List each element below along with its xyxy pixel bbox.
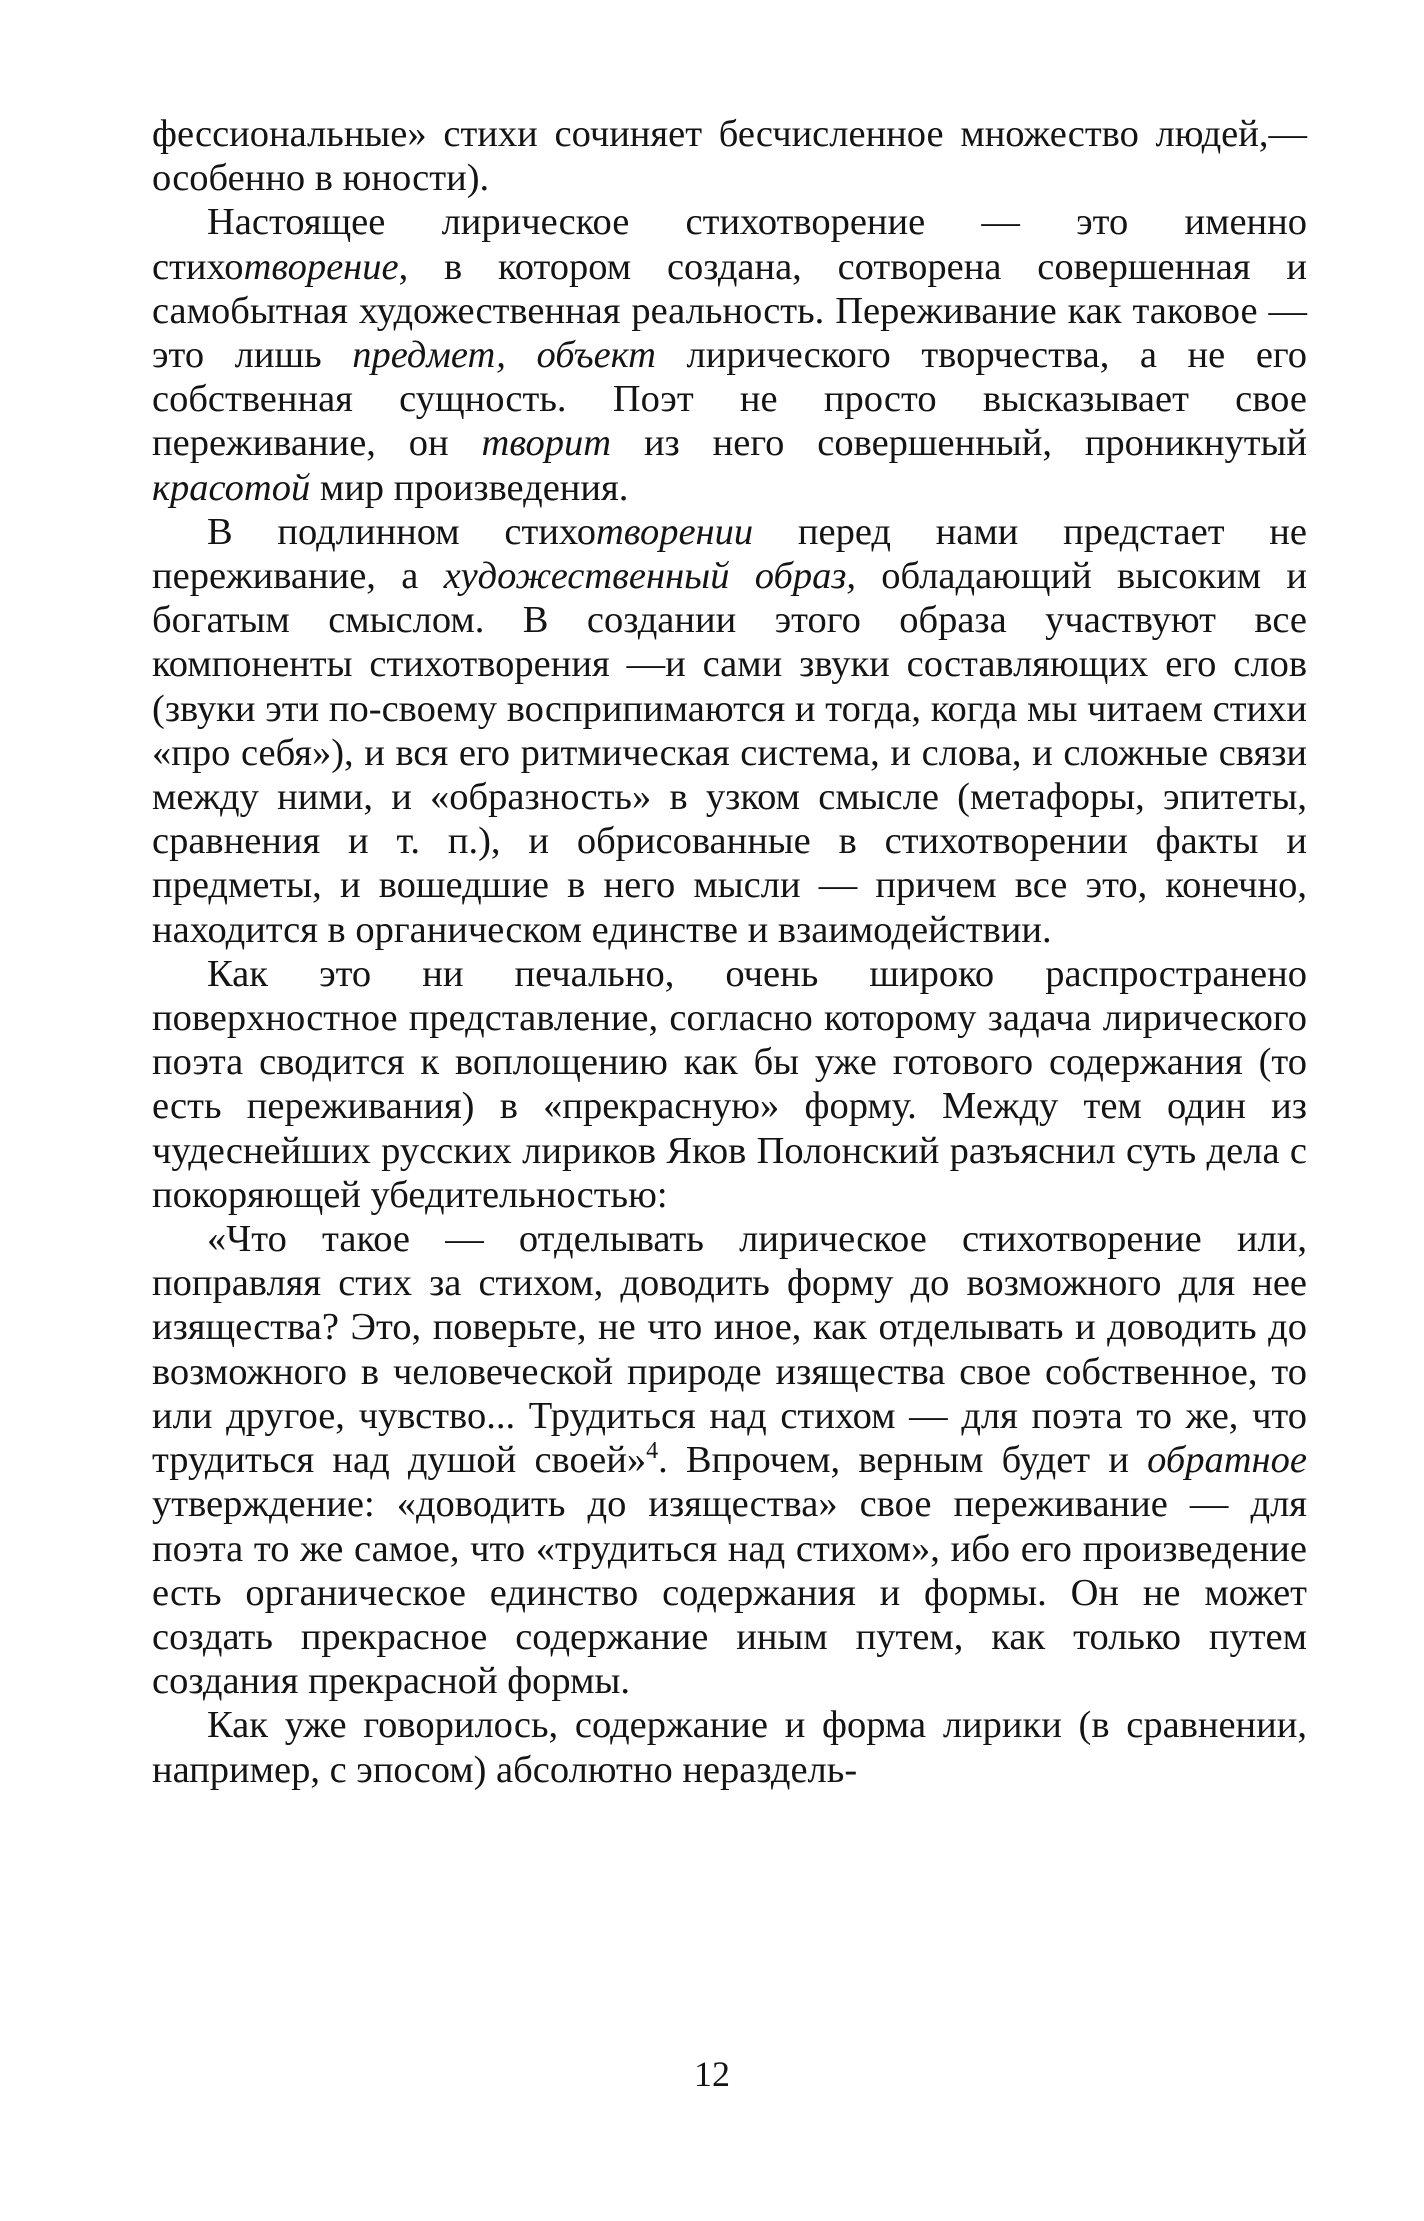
paragraph-1 <box>152 112 1307 200</box>
body-text: Настоящее лирическое стихотворение — это именно стихо <box>152 201 1307 288</box>
emphasis-text: творит <box>481 422 612 465</box>
body-text: Как уже говорилось, содержание и форма лирики (в сравнении, например, с эпосом) абсолютно нераздель- <box>152 1704 1307 1791</box>
emphasis-text: художественный образ, <box>443 555 857 598</box>
paragraph-2 <box>152 200 1307 509</box>
body-text: обладающий высоким и богатым смыслом. В создании этого образа участвуют все компоненты стихотворения —и сами звуки составляющих его слов (звуки эти по-своему восприпимаются и тогда, когда мы читаем стихи «про себя»), и вся его ритмическая система, и слова, и сложные связи между ними, и «образность» в узком смысле (метафоры, эпитеты, сравнения и т. п.), и обрисованные в стихотворении факты и предметы, и вошедшие в него мысли — причем все это, конечно, находится в органическом единстве и взаимодействии. <box>152 555 1307 951</box>
body-text: утверждение: «доводить до изящества» свое переживание — для поэта то же самое, что «трудиться над стихом», ибо его произведение есть органическое единство содержания и формы. Он не может создать прекрасное содержание иным путем, как только путем создания прекрасной формы. <box>152 1483 1307 1703</box>
footnote-reference: 4 <box>646 1438 659 1465</box>
paragraph-4 <box>152 952 1307 1217</box>
body-text: лирического творчества, а не его собственная сущность. Поэт не просто высказывает свое переживание, он <box>152 334 1307 465</box>
body-text: . Впрочем, верным будет и <box>658 1439 1148 1482</box>
body-text: «Что такое — отделывать лирическое стихотворение или, поправляя стих за стихом, доводить форму до возможного для нее изящества? Это, поверьте, не что иное, как отделывать и доводить до возможного в человеческой природе изящества свое собственное, то или другое, чувство... Трудиться над стихом — для поэта то же, что трудиться над душой своей» <box>152 1218 1307 1482</box>
body-text: Как это ни печально, очень широко распространено поверхностное представление, согласно которому задача лирического поэта сводится к воплощению как бы уже готового содержания (то есть переживания) в «прекрасную» форму. Между тем один из чудеснейших русских лириков Яков Полонский разъяснил суть дела с покоряющей убедительностью: <box>152 952 1307 1216</box>
emphasis-text: предмет, объект <box>352 334 656 377</box>
page-number: 12 <box>694 2054 730 2094</box>
emphasis-text: творении <box>595 510 754 553</box>
emphasis-text: творение <box>243 245 399 288</box>
body-text: фессиональные» стихи сочиняет бесчисленное множество людей,— особенно в юности). <box>152 113 1307 200</box>
page-body <box>152 112 1307 1792</box>
body-text: перед нами предстает не переживание, а <box>152 510 1307 598</box>
emphasis-text: красотой <box>152 466 311 509</box>
paragraph-6 <box>152 1703 1307 1791</box>
body-text: , в котором создана, сотворена совершенная и самобытная художественная реальность. Переживание как таковое — это лишь <box>152 245 1307 377</box>
paragraph-3 <box>152 510 1307 952</box>
body-text: из него совершенный, проникнутый <box>611 422 1307 465</box>
body-text: В подлинном стихо <box>207 510 596 553</box>
paragraph-5 <box>152 1217 1307 1703</box>
emphasis-text: обратное <box>1147 1439 1307 1482</box>
body-text: мир произведения. <box>310 466 629 509</box>
